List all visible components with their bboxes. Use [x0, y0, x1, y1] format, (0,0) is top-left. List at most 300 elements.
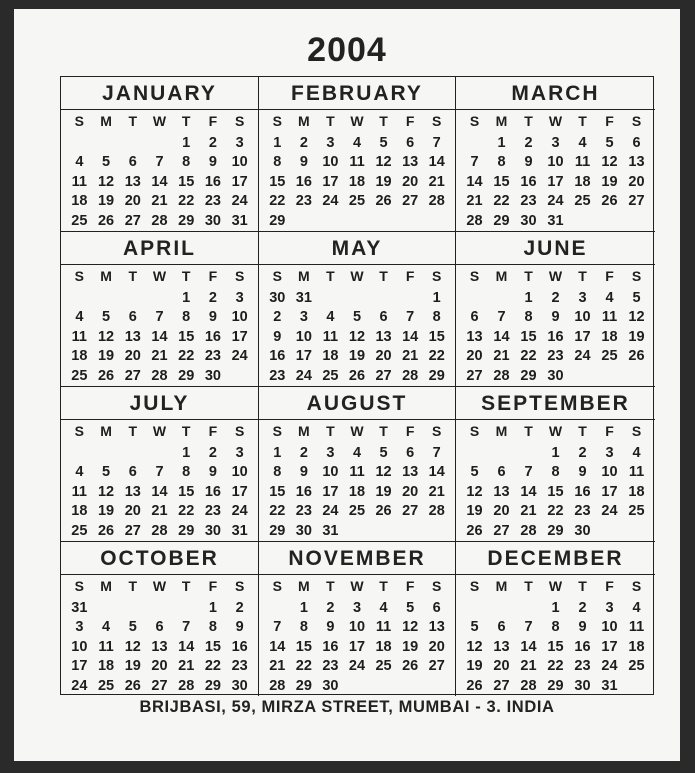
day-cell: 18 — [71, 193, 88, 209]
day-cell: 22 — [547, 658, 564, 674]
day-cell: 27 — [466, 367, 483, 384]
day-cell: 31 — [295, 289, 312, 306]
day-cell: 23 — [574, 503, 591, 519]
weekday-label: M — [298, 268, 310, 284]
empty-day-cell — [317, 289, 344, 309]
day-cell: 27 — [124, 522, 141, 539]
weekday-label: F — [208, 113, 218, 129]
day-cell: 13 — [493, 638, 510, 655]
day-cell: 3 — [605, 444, 614, 461]
day-cell: 2 — [299, 134, 308, 151]
day-cell: 13 — [124, 483, 141, 500]
day-cell: 2 — [326, 599, 335, 616]
day-cell: 6 — [128, 464, 137, 480]
day-cell: 20 — [124, 193, 141, 209]
day-cell: 26 — [466, 677, 483, 694]
empty-day-cell — [146, 444, 173, 464]
day-cell: 31 — [231, 522, 248, 539]
weekday-label: W — [350, 578, 364, 594]
weekday-label: W — [548, 578, 563, 594]
day-cell: 12 — [466, 638, 483, 655]
day-cell: 20 — [402, 483, 419, 500]
day-cell: 31 — [71, 599, 88, 616]
day-cell: 30 — [269, 289, 286, 306]
day-cell: 7 — [470, 154, 479, 170]
empty-day-cell — [344, 289, 371, 309]
day-cell: 9 — [578, 619, 587, 635]
day-cell: 1 — [182, 444, 191, 461]
day-cell: 24 — [231, 503, 248, 519]
day-cell: 4 — [75, 464, 84, 480]
day-cell: 5 — [470, 464, 479, 480]
day-cell: 29 — [178, 212, 195, 229]
month-name: OCTOBER — [61, 542, 258, 575]
day-cell: 15 — [204, 638, 221, 655]
day-cell: 16 — [574, 638, 591, 655]
day-cell: 7 — [182, 619, 191, 635]
day-cell: 21 — [151, 193, 168, 209]
day-cell: 6 — [406, 444, 415, 461]
day-cell: 15 — [547, 483, 564, 500]
day-cell: 28 — [269, 677, 286, 694]
weekday-label: W — [152, 578, 167, 594]
weekday-label: F — [208, 423, 218, 439]
day-cell: 21 — [402, 348, 419, 364]
day-cell: 13 — [124, 328, 141, 345]
weekday-label: S — [631, 423, 642, 439]
day-cell: 10 — [601, 464, 618, 480]
day-cell: 27 — [428, 658, 445, 674]
day-cell: 27 — [493, 677, 510, 694]
weekday-label: F — [605, 423, 614, 439]
month-september — [456, 387, 655, 542]
day-cell: 24 — [295, 367, 312, 384]
day-cell: 17 — [231, 483, 248, 500]
month-name: MARCH — [456, 77, 655, 110]
day-cell: 22 — [520, 348, 537, 364]
empty-day-cell — [461, 289, 488, 309]
day-cell: 21 — [151, 348, 168, 364]
empty-day-cell — [119, 289, 146, 309]
day-cell: 13 — [375, 328, 392, 345]
day-cell: 7 — [155, 464, 164, 480]
day-cell: 4 — [632, 599, 641, 616]
day-cell: 30 — [574, 677, 591, 694]
day-cell: 15 — [295, 638, 312, 655]
day-cell: 9 — [524, 154, 533, 170]
day-cell: 24 — [601, 658, 618, 674]
day-cell: 30 — [547, 367, 564, 384]
day-cell: 1 — [432, 289, 441, 306]
weekday-label: T — [326, 578, 335, 594]
day-cell: 25 — [348, 503, 366, 519]
empty-day-cell — [461, 444, 488, 464]
day-cell: 5 — [632, 289, 641, 306]
month-november — [259, 542, 456, 696]
weekday-label: W — [152, 268, 167, 284]
day-cell: 7 — [497, 309, 506, 325]
day-cell: 16 — [520, 173, 537, 190]
day-cell: 18 — [628, 483, 645, 500]
day-cell: 8 — [208, 619, 217, 635]
day-cell: 8 — [524, 309, 533, 325]
day-cell: 3 — [352, 599, 362, 616]
day-cell: 28 — [151, 212, 168, 229]
day-cell: 24 — [601, 503, 618, 519]
day-cell: 7 — [524, 464, 533, 480]
day-cell: 12 — [348, 328, 366, 345]
day-cell: 28 — [151, 522, 168, 539]
day-cell: 30 — [520, 212, 537, 229]
month-name: JANUARY — [61, 77, 258, 110]
day-cell: 9 — [551, 309, 560, 325]
day-cell: 3 — [235, 134, 244, 151]
empty-day-cell — [370, 289, 397, 309]
empty-day-cell — [93, 599, 120, 619]
day-cell: 3 — [326, 134, 335, 151]
weekday-label: T — [379, 113, 388, 129]
weekday-label: S — [272, 578, 282, 594]
day-cell: 10 — [348, 619, 366, 635]
day-cell: 11 — [98, 638, 114, 655]
day-cell: 13 — [628, 154, 645, 170]
day-cell: 17 — [322, 483, 339, 500]
day-cell: 11 — [71, 328, 88, 345]
day-grid — [456, 575, 655, 696]
weekday-label: M — [100, 113, 112, 129]
day-cell: 4 — [578, 134, 587, 151]
day-cell: 24 — [322, 193, 339, 209]
day-cell: 1 — [182, 134, 191, 151]
month-march — [456, 77, 655, 232]
day-cell: 28 — [428, 193, 445, 209]
day-cell: 17 — [231, 328, 248, 345]
day-cell: 10 — [322, 154, 339, 170]
day-cell: 18 — [71, 348, 88, 364]
day-cell: 11 — [322, 328, 339, 345]
day-cell: 6 — [155, 619, 164, 635]
day-cell: 12 — [375, 464, 392, 480]
day-cell: 21 — [178, 658, 195, 674]
day-cell: 17 — [547, 173, 564, 190]
empty-day-cell — [66, 289, 93, 309]
day-cell: 21 — [151, 503, 168, 519]
day-cell: 31 — [547, 212, 564, 229]
weekday-label: S — [631, 113, 642, 129]
day-cell: 14 — [493, 328, 510, 345]
weekday-label: S — [631, 578, 642, 594]
day-cell: 14 — [151, 173, 168, 190]
day-cell: 4 — [326, 309, 335, 325]
day-cell: 15 — [269, 483, 286, 500]
day-cell: 12 — [466, 483, 483, 500]
weekday-label: T — [181, 423, 191, 439]
day-cell: 12 — [375, 154, 392, 170]
day-cell: 31 — [231, 212, 248, 229]
weekday-label: S — [432, 423, 442, 439]
weekday-label: W — [548, 268, 563, 284]
weekday-label: T — [578, 113, 587, 129]
day-cell: 20 — [124, 348, 141, 364]
weekday-label: S — [272, 113, 282, 129]
day-cell: 2 — [578, 444, 587, 461]
day-cell: 25 — [71, 367, 88, 384]
day-cell: 27 — [628, 193, 645, 209]
day-cell: 8 — [551, 464, 560, 480]
weekday-label: F — [405, 578, 415, 594]
day-cell: 29 — [204, 677, 221, 694]
day-cell: 19 — [601, 173, 618, 190]
day-cell: 6 — [632, 134, 641, 151]
day-cell: 22 — [178, 348, 195, 364]
weekday-label: F — [208, 578, 218, 594]
day-cell: 19 — [375, 483, 392, 500]
day-cell: 5 — [102, 154, 111, 170]
weekday-label: M — [100, 268, 112, 284]
day-cell: 3 — [551, 134, 560, 151]
day-cell: 25 — [375, 658, 392, 674]
day-cell: 28 — [466, 212, 483, 229]
day-cell: 8 — [432, 309, 441, 325]
day-cell: 29 — [178, 522, 195, 539]
day-cell: 9 — [299, 464, 308, 480]
weekday-label: T — [379, 423, 388, 439]
day-cell: 25 — [71, 212, 88, 229]
day-cell: 15 — [178, 328, 195, 345]
day-cell: 26 — [466, 522, 483, 539]
month-name: SEPTEMBER — [456, 387, 655, 420]
weekday-label: W — [152, 113, 167, 129]
day-cell: 5 — [379, 444, 388, 461]
day-cell: 23 — [204, 193, 221, 209]
day-cell: 23 — [520, 193, 537, 209]
day-cell: 30 — [322, 677, 339, 694]
weekday-label: S — [432, 113, 442, 129]
months-grid — [60, 76, 654, 695]
day-cell: 8 — [299, 619, 308, 635]
day-cell: 20 — [493, 658, 510, 674]
day-cell: 17 — [322, 173, 339, 190]
day-cell: 14 — [520, 638, 537, 655]
day-cell: 1 — [273, 444, 282, 461]
day-cell: 19 — [97, 193, 115, 209]
empty-day-cell — [119, 444, 146, 464]
weekday-label: T — [578, 578, 587, 594]
day-cell: 28 — [428, 503, 445, 519]
day-cell: 19 — [124, 658, 141, 674]
weekday-label: S — [74, 423, 85, 439]
weekday-label: M — [298, 423, 310, 439]
day-cell: 21 — [520, 503, 537, 519]
weekday-label: F — [405, 268, 415, 284]
day-cell: 12 — [124, 638, 141, 655]
weekday-label: T — [326, 113, 335, 129]
day-cell: 24 — [574, 348, 591, 364]
day-cell: 20 — [466, 348, 483, 364]
day-cell: 19 — [628, 328, 645, 345]
day-cell: 6 — [497, 464, 506, 480]
day-cell: 30 — [204, 522, 221, 539]
day-cell: 25 — [348, 193, 366, 209]
day-cell: 27 — [151, 677, 168, 694]
day-cell: 14 — [428, 154, 445, 170]
weekday-label: T — [524, 268, 533, 284]
day-cell: 24 — [348, 658, 366, 674]
empty-day-cell — [119, 599, 146, 619]
day-cell: 8 — [182, 154, 191, 170]
day-grid — [259, 110, 455, 231]
month-may — [259, 232, 456, 387]
empty-day-cell — [93, 289, 120, 309]
day-cell: 4 — [379, 599, 388, 616]
day-cell: 8 — [497, 154, 506, 170]
weekday-label: F — [605, 578, 614, 594]
empty-day-cell — [66, 134, 93, 154]
weekday-label: T — [578, 268, 587, 284]
day-cell: 26 — [601, 193, 618, 209]
empty-day-cell — [146, 134, 173, 154]
day-cell: 10 — [231, 309, 248, 325]
day-cell: 24 — [231, 193, 248, 209]
day-cell: 24 — [547, 193, 564, 209]
weekday-label: W — [548, 113, 563, 129]
weekday-label: S — [74, 113, 85, 129]
weekday-label: S — [631, 268, 642, 284]
day-cell: 22 — [493, 193, 510, 209]
day-cell: 28 — [520, 522, 537, 539]
day-cell: 25 — [71, 522, 88, 539]
weekday-label: S — [234, 578, 245, 594]
empty-day-cell — [515, 444, 542, 464]
weekday-label: T — [128, 268, 138, 284]
day-cell: 20 — [628, 173, 645, 190]
empty-day-cell — [488, 444, 515, 464]
day-cell: 30 — [231, 677, 248, 694]
day-cell: 6 — [497, 619, 506, 635]
weekday-label: T — [128, 113, 138, 129]
day-cell: 10 — [295, 328, 312, 345]
day-cell: 14 — [520, 483, 537, 500]
day-cell: 26 — [97, 522, 115, 539]
month-name: JUNE — [456, 232, 655, 265]
day-cell: 27 — [402, 193, 419, 209]
day-cell: 21 — [428, 173, 445, 190]
day-cell: 18 — [322, 348, 339, 364]
weekday-label: W — [152, 423, 167, 439]
day-cell: 16 — [204, 483, 221, 500]
day-cell: 12 — [402, 619, 419, 635]
weekday-label: S — [469, 423, 480, 439]
day-cell: 18 — [574, 173, 591, 190]
weekday-label: S — [74, 268, 85, 284]
day-cell: 14 — [402, 328, 419, 345]
day-cell: 14 — [428, 464, 445, 480]
day-cell: 11 — [71, 483, 88, 500]
day-cell: 28 — [493, 367, 510, 384]
empty-day-cell — [146, 599, 173, 619]
day-cell: 5 — [352, 309, 362, 325]
day-cell: 11 — [574, 154, 591, 170]
weekday-label: W — [350, 423, 364, 439]
day-cell: 5 — [470, 619, 479, 635]
day-cell: 14 — [178, 638, 195, 655]
empty-day-cell — [488, 599, 515, 619]
day-cell: 29 — [520, 367, 537, 384]
day-cell: 23 — [295, 503, 312, 519]
day-cell: 10 — [71, 638, 88, 655]
month-name: FEBRUARY — [259, 77, 455, 110]
empty-day-cell — [515, 599, 542, 619]
day-cell: 3 — [299, 309, 308, 325]
day-cell: 22 — [428, 348, 445, 364]
weekday-label: S — [469, 578, 480, 594]
empty-day-cell — [93, 134, 120, 154]
day-cell: 21 — [466, 193, 483, 209]
empty-day-cell — [264, 599, 291, 619]
day-cell: 4 — [605, 289, 614, 306]
day-cell: 13 — [493, 483, 510, 500]
day-cell: 16 — [574, 483, 591, 500]
day-cell: 25 — [97, 677, 115, 694]
day-cell: 2 — [551, 289, 560, 306]
weekday-label: F — [208, 268, 218, 284]
day-cell: 30 — [574, 522, 591, 539]
weekday-label: S — [272, 268, 282, 284]
weekday-label: M — [495, 578, 508, 594]
day-cell: 29 — [178, 367, 195, 384]
day-cell: 14 — [151, 328, 168, 345]
weekday-label: T — [326, 268, 335, 284]
empty-day-cell — [146, 289, 173, 309]
day-cell: 25 — [574, 193, 591, 209]
weekday-label: W — [548, 423, 563, 439]
month-june — [456, 232, 655, 387]
empty-day-cell — [93, 444, 120, 464]
weekday-label: S — [432, 578, 442, 594]
weekday-label: T — [578, 423, 587, 439]
day-cell: 4 — [75, 154, 84, 170]
day-cell: 3 — [605, 599, 614, 616]
day-cell: 5 — [605, 134, 614, 151]
day-cell: 8 — [551, 619, 560, 635]
day-cell: 26 — [628, 348, 645, 364]
day-cell: 25 — [601, 348, 618, 364]
day-cell: 16 — [204, 173, 221, 190]
day-cell: 11 — [349, 154, 365, 170]
day-cell: 20 — [124, 503, 141, 519]
weekday-label: W — [350, 268, 364, 284]
day-cell: 27 — [493, 522, 510, 539]
day-cell: 22 — [269, 503, 286, 519]
day-cell: 27 — [402, 503, 419, 519]
day-cell: 29 — [295, 677, 312, 694]
day-cell: 14 — [466, 173, 483, 190]
day-cell: 15 — [520, 328, 537, 345]
day-cell: 31 — [322, 522, 339, 539]
day-cell: 9 — [235, 619, 244, 635]
day-cell: 11 — [349, 464, 365, 480]
weekday-label: S — [432, 268, 442, 284]
day-cell: 17 — [601, 638, 618, 655]
day-cell: 2 — [524, 134, 533, 151]
day-cell: 9 — [208, 154, 217, 170]
day-cell: 23 — [574, 658, 591, 674]
day-cell: 21 — [428, 483, 445, 500]
day-cell: 4 — [352, 444, 362, 461]
day-cell: 1 — [273, 134, 282, 151]
weekday-label: T — [524, 113, 533, 129]
day-cell: 17 — [71, 658, 88, 674]
